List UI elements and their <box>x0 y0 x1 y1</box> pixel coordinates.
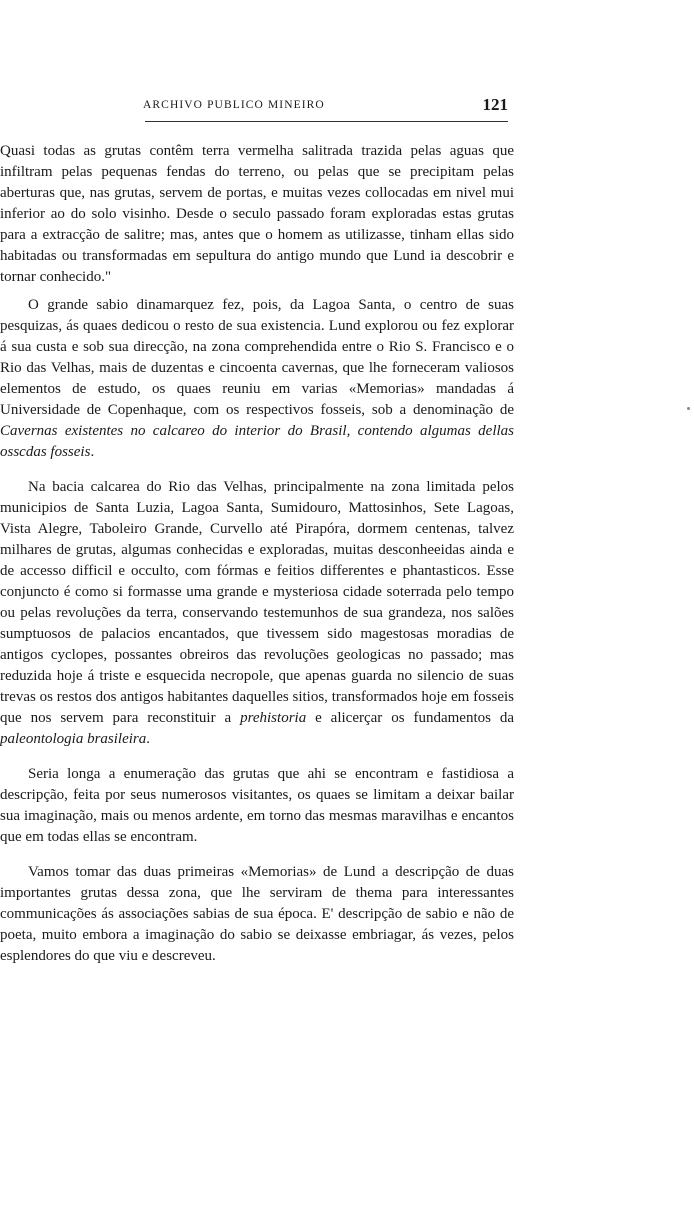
paragraph-text: . <box>90 444 95 460</box>
paragraph-rio-das-velhas <box>0 477 514 750</box>
scan-speck <box>687 407 690 410</box>
page-number: 121 <box>482 95 508 114</box>
emphasis-italic: paleontologia brasileira <box>0 731 147 747</box>
paragraph-memorias: Vamos tomar das duas primeiras «Memorias» de Lund a descripção de duas importantes grutas dessa zona, que lhe serviram de thema para interessantes communicações ás associações sabias de sua época. E' descripção de sabio e não de poeta, muito embora a imaginação do sabio se deixasse embriagar, ás vezes, pelos esplendores do que viu e descreveu. <box>0 864 514 964</box>
paragraph-text: . <box>146 731 150 747</box>
memoir-title-italic: Cavernas existentes no calcareo do interior do Brasil, contendo algumas dellas osscdas fosseis <box>0 423 514 460</box>
paragraph-enumeration: Seria longa a enumeração das grutas que ahi se encontram e fastidiosa a descripção, feita por seus numerosos visitantes, os quaes se limitam a deixar bailar sua imaginação, mais ou menos ardente, em torno das mesmas maravilhas e encantos que em todas ellas se encontram. <box>0 766 514 845</box>
page-body <box>0 141 514 967</box>
emphasis-italic: prehistoria <box>240 710 307 726</box>
header-rule <box>145 121 508 122</box>
paragraph-text: O grande sabio dinamarquez fez, pois, da Lagoa Santa, o centro de suas pesquizas, ás quaes dedicou o resto de sua existencia. Lund explorou ou fez explorar á sua custa e sob sua direcção, na zona comprehendida entre o Rio S. Francisco e o Rio das Velhas, mais de duzentas e cincoenta cavernas, que lhe forneceram valiosos elementos de estudo, os quaes reuniu em varias «Memorias» mandadas á Universidade de Copenhaque, com os respectivos fosseis, sob a denominação de <box>0 297 514 418</box>
paragraph-lund-research <box>0 295 514 463</box>
paragraph-text: Na bacia calcarea do Rio das Velhas, principalmente na zona limitada pelos municipios de Santa Luzia, Lagoa Santa, Sumidouro, Mattosinhos, Sete Lagoas, Vista Alegre, Taboleiro Grande, Curvello até Pirapóra, dormem centenas, talvez milhares de grutas, algumas conhecidas e exploradas, muitas desconheeidas ainda e de accesso difficil e occulto, com fórmas e feitios differentes e phantasticos. Esse conjuncto é como si formasse uma grande e mysteriosa cidade soterrada pelo tempo ou pelas revoluções da terra, conservando testemunhos de sua grandeza, nos salões sumptuosos de palacios encantados, que tivessem sido magestosas moradias de antigos cyclopes, possantes obreiros das revoluções geologicas no passado; mas reduzida hoje á triste e esquecida necropole, que apenas guarda no silencio de suas trevas os restos dos antigos habitantes daquelles sitios, transformados hoje em fosseis que nos servem para reconstituir a <box>0 479 514 726</box>
paragraph-text: e alicerçar os fundamentos da <box>306 710 515 726</box>
paragraph-quote-continuation: Quasi todas as grutas contêm terra vermelha salitrada trazida pelas aguas que infiltram pelas pequenas fendas do terreno, ou pelas que se precipitam pelas aberturas que, nas grutas, servem de portas, e muitas vezes collocadas em nivel mui inferior ao do solo visinho. Desde o seculo passado foram exploradas estas grutas para a extracção de salitre; mas, antes que o homem as utilizasse, tinham ellas sido habitadas ou transformadas em sepultura do antigo mundo que Lund ia descobrir e tornar conhecido." <box>0 143 514 285</box>
running-title: ARCHIVO PUBLICO MINEIRO <box>143 99 325 111</box>
